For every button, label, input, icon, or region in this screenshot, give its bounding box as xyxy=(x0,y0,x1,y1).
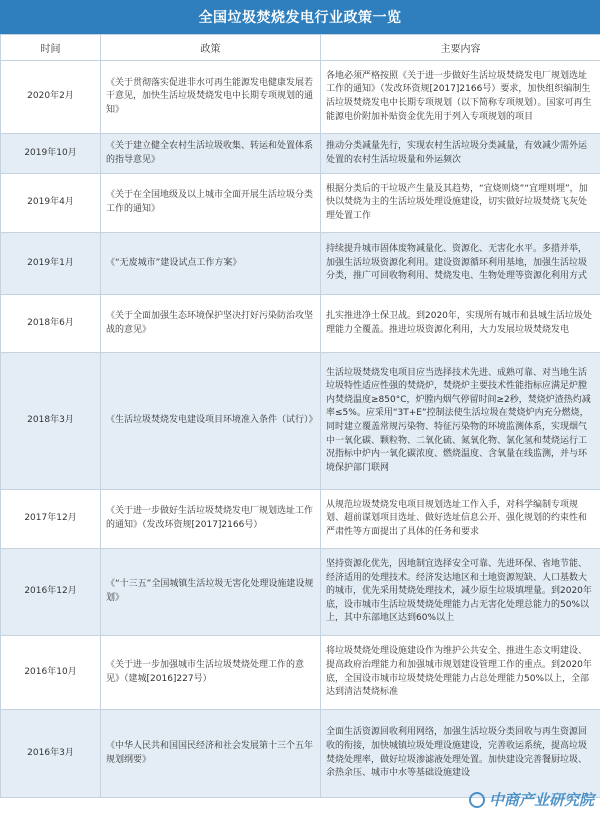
row-content: 从规范垃圾焚烧发电项目规划选址工作入手，对科学编制专项规划、超前谋划项目选址、做好选址信息公开、强化规划的约束性和严肃性等方面提出了具体的任务和要求 xyxy=(321,490,600,549)
watermark-text: 中商产业研究院 xyxy=(488,791,594,809)
table-row xyxy=(1,174,600,233)
table-row xyxy=(1,61,600,134)
row-time: 2019年4月 xyxy=(1,174,101,233)
row-policy: 《关于进一步加强城市生活垃圾焚烧处理工作的意见》（建城[2016]227号） xyxy=(101,636,321,710)
row-content: 将垃圾焚烧处理设施建设作为维护公共安全、推进生态文明建设、提高政府治理能力和加强城市规划建设管理工作的重点。到2020年底，全国设市城市垃圾焚烧处理能力占总处理能力50%以上，全部达到清洁焚烧标准 xyxy=(321,636,600,710)
row-time: 2018年6月 xyxy=(1,295,101,353)
row-time: 2019年1月 xyxy=(1,233,101,295)
row-content: 生活垃圾焚烧发电项目应当选择技术先进、成熟可靠、对当地生活垃圾特性适应性强的焚烧炉，焚烧炉主要技术性能指标应满足炉膛内焚烧温度≥850°C，炉膛内烟气停留时间≥2秒，焚烧炉渣热灼减率≤5%。应采用“3T+E”控制法使生活垃圾在焚烧炉内充分燃烧，同时建立覆盖常规污染物、特征污染物的环境监测体系，实现烟气中一氧化碳、颗粒物、二氧化硫、氮氧化物、氯化氢和焚烧运行工况指标中炉内一氧化碳浓度、燃烧温度、含氧量在线监测，并与环境保护部门联网 xyxy=(321,353,600,490)
row-policy: 《关于在全国地级及以上城市全面开展生活垃圾分类工作的通知》 xyxy=(101,174,321,233)
row-time: 2016年12月 xyxy=(1,549,101,636)
row-time: 2019年10月 xyxy=(1,134,101,174)
header-policy: 政策 xyxy=(101,35,321,61)
row-content: 坚持资源化优先，因地制宜选择安全可靠、先进环保、省地节能、经济适用的处理技术。经济发达地区和土地资源短缺、人口基数大的城市，优先采用焚烧处理技术，减少原生垃圾填埋量。到2020年底，设市城市生活垃圾焚烧处理能力占无害化处理总能力的50%以上，其中东部地区达到60%以上 xyxy=(321,549,600,636)
row-time: 2016年10月 xyxy=(1,636,101,710)
row-time: 2016年3月 xyxy=(1,710,101,798)
row-policy: 《中华人民共和国国民经济和社会发展第十三个五年规划纲要》 xyxy=(101,710,321,798)
header-content: 主要内容 xyxy=(321,35,600,61)
row-policy: 《关于进一步做好生活垃圾焚烧发电厂规划选址工作的通知》（发改环资规[2017]2166号） xyxy=(101,490,321,549)
row-time: 2017年12月 xyxy=(1,490,101,549)
table-header-row xyxy=(1,35,600,61)
row-policy: 《关于全面加强生态环境保护坚决打好污染防治攻坚战的意见》 xyxy=(101,295,321,353)
row-content: 各地必须严格按照《关于进一步做好生活垃圾焚烧发电厂规划选址工作的通知》（发改环资规[2017]2166号）要求，加快组织编制生活垃圾焚烧发电中长期专项规划（以下简称专项规划）。国家可再生能源电价附加补贴资金优先用于列入专项规划的项目 xyxy=(321,61,600,134)
table-row xyxy=(1,295,600,353)
table-row xyxy=(1,134,600,174)
row-policy: 《“无废城市”建设试点工作方案》 xyxy=(101,233,321,295)
row-content: 持续提升城市固体废物减量化、资源化、无害化水平。多措并举，加强生活垃圾资源化利用。建设资源循环利用基地，加强生活垃圾分类，推广可回收物利用、焚烧发电、生物处理等资源化利用方式 xyxy=(321,233,600,295)
policy-table xyxy=(0,34,600,798)
table-row xyxy=(1,233,600,295)
row-content: 扎实推进净土保卫战。到2020年，实现所有城市和县城生活垃圾处理能力全覆盖。推进垃圾资源化利用，大力发展垃圾焚烧发电 xyxy=(321,295,600,353)
row-policy: 《关于贯彻落实促进非水可再生能源发电健康发展若干意见，加快生活垃圾焚烧发电中长期专项规划的通知》 xyxy=(101,61,321,134)
header-time: 时间 xyxy=(1,35,101,61)
row-policy: 《生活垃圾焚烧发电建设项目环境准入条件（试行）》 xyxy=(101,353,321,490)
row-policy: 《关于建立健全农村生活垃圾收集、转运和处置体系的指导意见》 xyxy=(101,134,321,174)
table-row xyxy=(1,490,600,549)
table-row xyxy=(1,710,600,798)
row-content: 根据分类后的干垃圾产生量及其趋势，“宜烧则烧”“宜埋则埋”，加快以焚烧为主的生活垃圾处理设施建设，切实做好垃圾焚烧飞灰处理处置工作 xyxy=(321,174,600,233)
table-row xyxy=(1,353,600,490)
table-row xyxy=(1,636,600,710)
row-content: 全面生活资源回收利用网络，加强生活垃圾分类回收与再生资源回收的衔接，加快城镇垃圾处理设施建设，完善收运系统，提高垃圾焚烧处理率，做好垃圾渗滤液处理处置。加快建设完善餐厨垃圾、余热余压、城市中水等基础设施建设 xyxy=(321,710,600,798)
table-row xyxy=(1,549,600,636)
row-time: 2018年3月 xyxy=(1,353,101,490)
row-policy: 《“十三五”全国城镇生活垃圾无害化处理设施建设规划》 xyxy=(101,549,321,636)
row-content: 推动分类减量先行，实现农村生活垃圾分类减量，有效减少需外运处置的农村生活垃圾量和外运频次 xyxy=(321,134,600,174)
row-time: 2020年2月 xyxy=(1,61,101,134)
document-title: 全国垃圾焚烧发电行业政策一览 xyxy=(0,0,600,34)
